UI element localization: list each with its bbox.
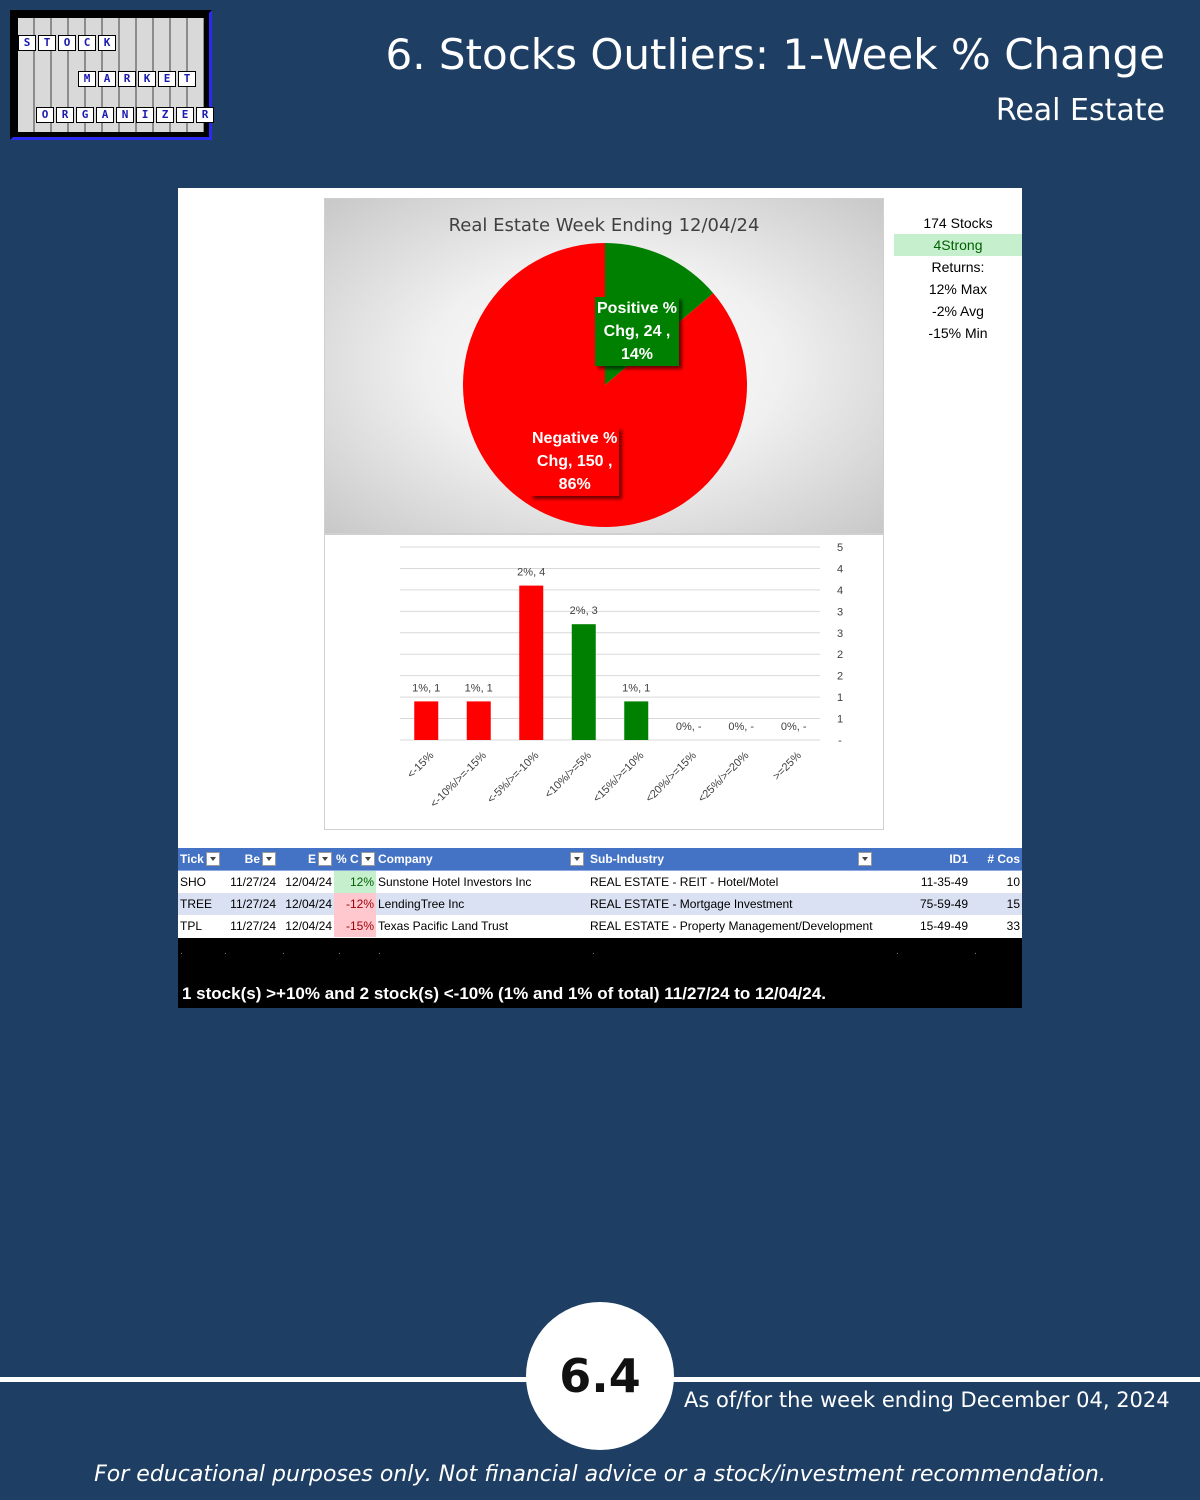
dot-marker: . — [592, 946, 595, 957]
logo-letter: N — [116, 107, 134, 123]
cell-begin-date: 11/27/24 — [222, 915, 278, 937]
y-tick-label: 2 — [836, 670, 844, 683]
pie-label-positive — [595, 297, 679, 366]
filter-dropdown-icon[interactable] — [206, 852, 220, 866]
filter-dropdown-icon[interactable] — [318, 852, 332, 866]
bar — [519, 586, 543, 740]
logo-letter: T — [178, 71, 196, 87]
dot-marker: . — [180, 946, 183, 957]
pie-label-line: Chg, 150 , — [536, 453, 613, 470]
pie-label-line: Negative % — [532, 430, 618, 447]
logo-letter: G — [76, 107, 94, 123]
bar-data-label: 0%, - — [675, 721, 702, 733]
bar — [624, 701, 648, 740]
logo-letter: Z — [156, 107, 174, 123]
bar-data-label: 2%, 3 — [569, 605, 598, 618]
y-tick-label: 4 — [836, 584, 844, 597]
filter-dropdown-icon[interactable] — [361, 852, 375, 866]
logo-letter: T — [38, 35, 56, 51]
header-label: Company — [378, 852, 433, 866]
x-tick-label: <-5%/>=-10% — [485, 749, 542, 806]
header-label: Tick — [180, 851, 204, 866]
strong-count: 4Strong — [894, 234, 1022, 256]
logo-letter: R — [118, 71, 136, 87]
dot-marker: . — [224, 946, 227, 957]
header-pct-change[interactable] — [334, 848, 376, 871]
logo-word-stock — [18, 35, 116, 51]
y-tick-label: 3 — [836, 627, 844, 640]
pie-chart-area — [324, 198, 884, 534]
returns-min: -15% Min — [928, 325, 988, 341]
header-ticker[interactable] — [178, 848, 222, 871]
cell-ticker: TPL — [178, 915, 222, 937]
header-label: E — [307, 851, 316, 866]
cell-sub-industry: REAL ESTATE - REIT - Hotel/Motel — [588, 871, 896, 894]
filter-dropdown-icon[interactable] — [858, 852, 872, 866]
logo-letter: M — [78, 71, 96, 87]
pie-label-line: Chg, 24 , — [603, 323, 671, 340]
x-tick-label: >=25% — [770, 749, 804, 783]
header-label: # Cos — [987, 852, 1020, 866]
logo-letter: E — [158, 71, 176, 87]
cell-end-date: 12/04/24 — [278, 871, 334, 894]
cell-pct-change: -12% — [334, 893, 376, 915]
logo-letter: K — [98, 35, 116, 51]
summary-text: 1 stock(s) >+10% and 2 stock(s) <-10% (1% and 1% of total) 11/27/24 to 12/04/24. — [182, 984, 826, 1003]
cell-id1: 11-35-49 — [896, 871, 976, 894]
page-title: 6. Stocks Outliers: 1-Week % Change — [385, 30, 1165, 79]
pie-label-line: 14% — [621, 346, 654, 363]
pie-chart-title: Real Estate Week Ending 12/04/24 — [448, 215, 760, 236]
returns-label: Returns: — [931, 259, 985, 275]
filter-dropdown-icon[interactable] — [570, 852, 584, 866]
stats-box — [894, 212, 1022, 344]
summary-bar — [178, 938, 1022, 1008]
logo-letter: O — [36, 107, 54, 123]
bar — [467, 701, 491, 740]
cell-num-cos: 15 — [976, 893, 1022, 915]
header-begin[interactable] — [222, 848, 278, 871]
cell-end-date: 12/04/24 — [278, 915, 334, 937]
bar — [414, 701, 438, 740]
bar-data-label: 0%, - — [728, 721, 755, 733]
cell-company: Sunstone Hotel Investors Inc — [376, 871, 588, 894]
cell-begin-date: 11/27/24 — [222, 893, 278, 915]
returns-avg: -2% Avg — [932, 303, 984, 319]
bar-data-label: 0%, - — [780, 721, 807, 733]
header-sub-industry[interactable] — [588, 848, 896, 871]
y-tick-label: 3 — [836, 606, 844, 619]
table-header-row — [178, 848, 1022, 871]
logo-letter: E — [176, 107, 194, 123]
y-tick-label: - — [838, 735, 842, 747]
stocks-count: 174 Stocks — [923, 215, 993, 231]
header-label: % C — [336, 851, 359, 866]
bar-data-label: 1%, 1 — [622, 682, 651, 695]
cell-sub-industry: REAL ESTATE - Property Management/Development — [588, 915, 896, 937]
logo-letter: K — [138, 71, 156, 87]
logo-letter: R — [56, 107, 74, 123]
logo-letter: A — [96, 107, 114, 123]
y-tick-label: 4 — [836, 563, 844, 576]
bar-data-label: 2%, 4 — [517, 566, 546, 579]
logo-letter: C — [78, 35, 96, 51]
logo-letter: I — [136, 107, 154, 123]
returns-max: 12% Max — [928, 281, 988, 297]
page-subtitle: Real Estate — [995, 93, 1165, 128]
cell-pct-change: -15% — [334, 915, 376, 937]
outliers-table — [178, 848, 1022, 937]
logo-word-market — [78, 71, 196, 87]
stock-market-organizer-logo — [10, 10, 212, 140]
header-label: Sub-Industry — [590, 852, 664, 866]
table-row[interactable] — [178, 915, 1022, 937]
pie-label-negative — [530, 427, 619, 496]
y-tick-label: 2 — [836, 649, 844, 662]
y-tick-label: 5 — [836, 542, 844, 554]
disclaimer: For educational purposes only. Not financial advice or a stock/investment recommendation. — [94, 1462, 1106, 1487]
bar-data-label: 1%, 1 — [464, 682, 493, 695]
filter-dropdown-icon[interactable] — [262, 852, 276, 866]
page-number-badge: 6.4 — [526, 1302, 674, 1450]
table-row[interactable] — [178, 871, 1022, 894]
cell-company: LendingTree Inc — [376, 893, 588, 915]
logo-letter: A — [98, 71, 116, 87]
header-num-cos[interactable] — [976, 848, 1022, 871]
header-company[interactable] — [376, 848, 588, 871]
cell-ticker: SHO — [178, 871, 222, 894]
cell-id1: 75-59-49 — [896, 893, 976, 915]
header-end[interactable] — [278, 848, 334, 871]
logo-letter: O — [58, 35, 76, 51]
y-tick-label: 1 — [836, 692, 844, 705]
dot-marker: . — [338, 946, 341, 957]
dot-marker: . — [282, 946, 285, 957]
logo-letter: S — [18, 35, 36, 51]
pie-label-line: 86% — [558, 476, 591, 493]
cell-ticker: TREE — [178, 893, 222, 915]
cell-num-cos: 33 — [976, 915, 1022, 937]
y-tick-label: 1 — [836, 713, 844, 726]
x-tick-label: <-15% — [405, 749, 437, 781]
logo-word-organizer — [36, 107, 214, 123]
bar-chart-area — [324, 534, 884, 830]
as-of-date: As of/for the week ending December 04, 2024 — [684, 1388, 1170, 1412]
header-id1[interactable] — [896, 848, 976, 871]
x-tick-label: <-10%/>=-15% — [428, 749, 489, 811]
header-label: ID1 — [949, 852, 968, 866]
x-tick-label: <25%/>=20% — [695, 749, 752, 806]
x-tick-label: <15%/>=10% — [590, 749, 647, 806]
dot-marker: . — [378, 946, 381, 957]
report-panel — [178, 188, 1022, 1008]
table-row[interactable] — [178, 893, 1022, 915]
cell-begin-date: 11/27/24 — [222, 871, 278, 894]
cell-end-date: 12/04/24 — [278, 893, 334, 915]
bar-chart — [325, 535, 883, 829]
bar — [572, 624, 596, 740]
x-tick-label: <10%/>=5% — [542, 749, 594, 801]
cell-company: Texas Pacific Land Trust — [376, 915, 588, 937]
cell-id1: 15-49-49 — [896, 915, 976, 937]
bar-data-label: 1%, 1 — [412, 682, 441, 695]
x-tick-label: <20%/>=15% — [643, 749, 699, 806]
pie-label-line: Positive % — [597, 300, 678, 317]
dot-marker: . — [896, 946, 899, 957]
dot-marker: . — [974, 946, 977, 957]
cell-pct-change: 12% — [334, 871, 376, 894]
header-label: Be — [244, 851, 260, 866]
logo-letter: R — [196, 107, 214, 123]
cell-num-cos: 10 — [976, 871, 1022, 894]
cell-sub-industry: REAL ESTATE - Mortgage Investment — [588, 893, 896, 915]
